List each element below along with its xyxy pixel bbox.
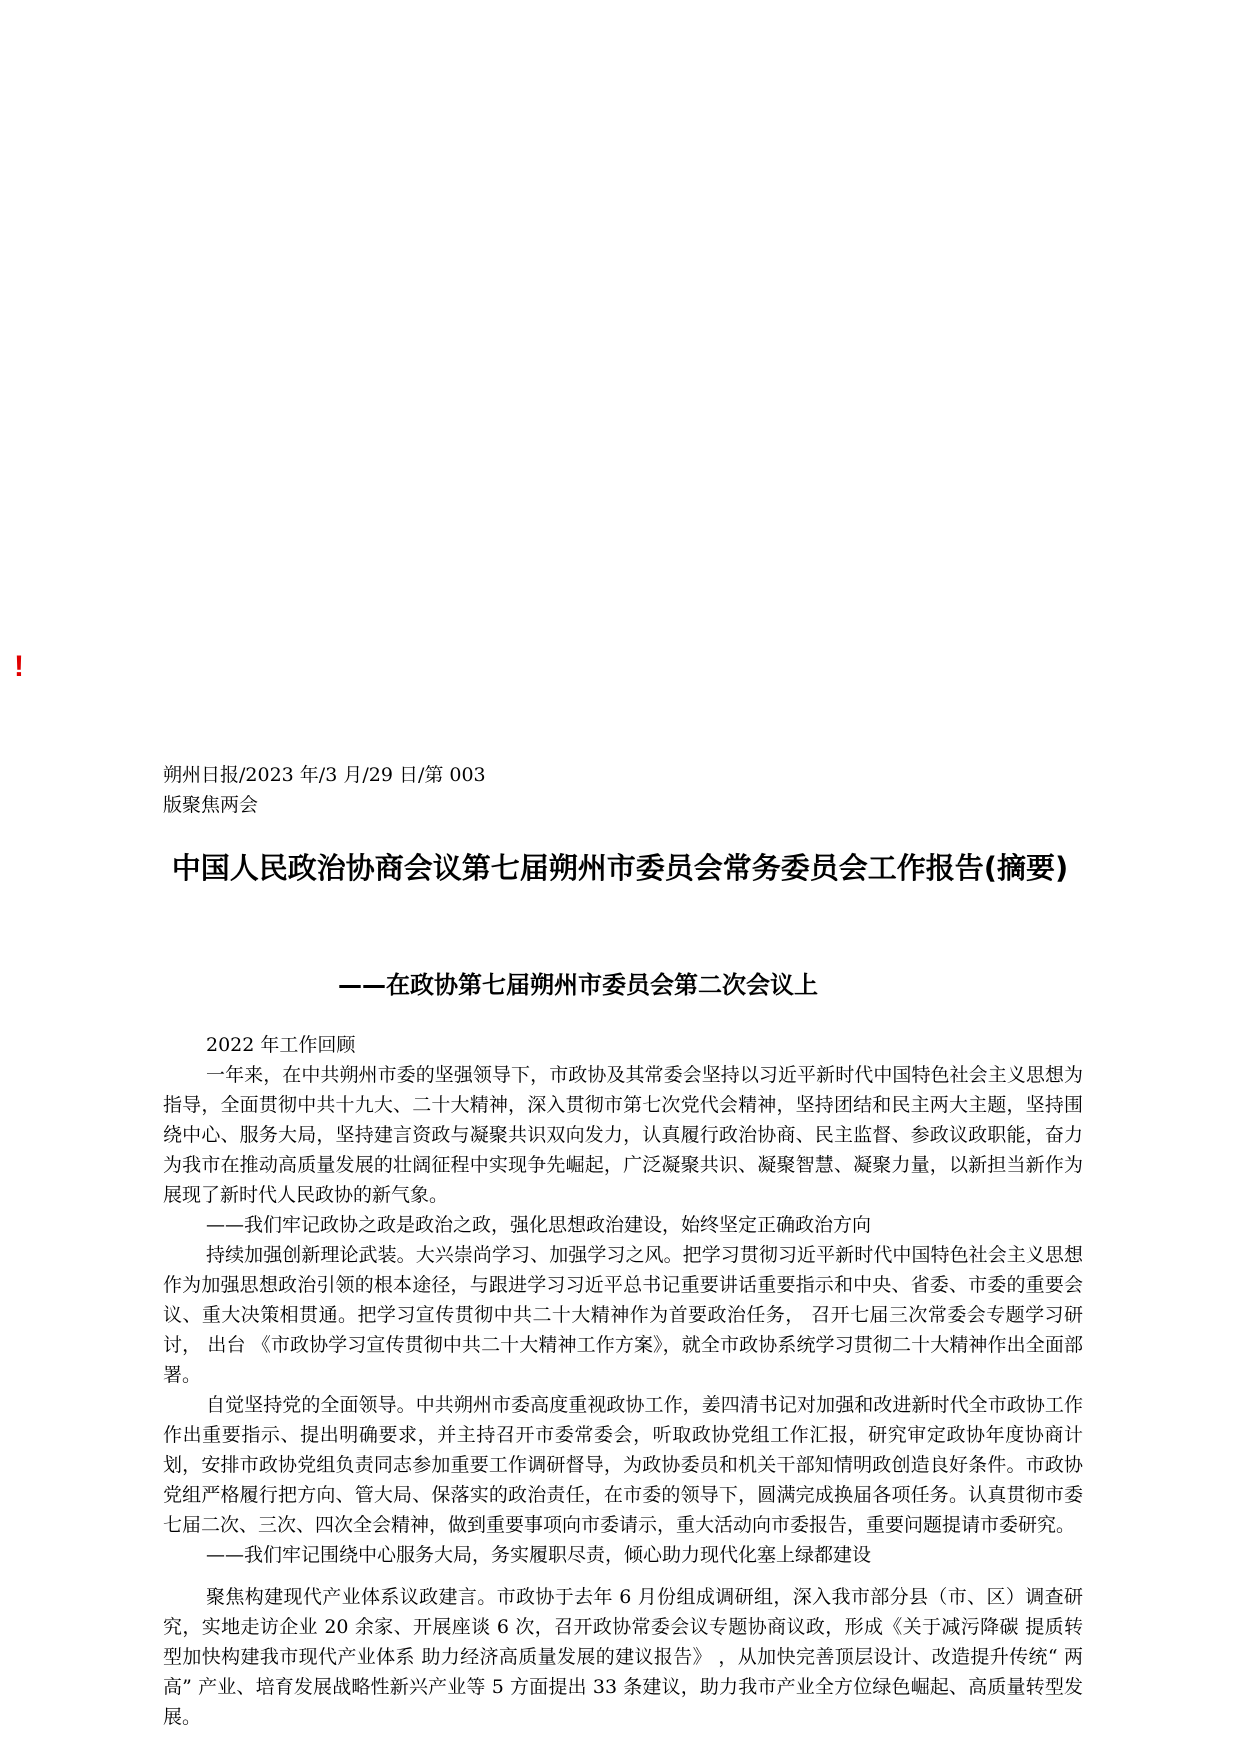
paragraph-industry-system: 聚焦构建现代产业体系议政建言。市政协于去年 6 月份组成调研组，深入我市部分县（市、区）调查研究，实地走访企业 20 余家、开展座谈 6 次，召开政协常委会议专题协商议政，形成《关于减污降碳 提质转型加快构建我市现代产业体系 助力经济高质量发展的建议报告》 ，从加快完善顶层设计、改造提升传统“ 两高” 产业、培育发展战略性新兴产业等 5 方面提出 33 条建议，助力我市产业全方位绿色崛起、高质量转型发展。 xyxy=(163,1586,1083,1728)
subheading-serve-center: ——我们牢记围绕中心服务大局，务实履职尽责，倾心助力现代化塞上绿都建设 xyxy=(206,1544,872,1566)
report-title: 中国人民政治协商会议第七届朔州市委员会常务委员会工作报告(摘要) xyxy=(171,851,1069,885)
report-body xyxy=(163,1030,1083,1732)
subheading-political-direction: ——我们牢记政协之政是政治之政，强化思想政治建设，始终坚定正确政治方向 xyxy=(206,1214,872,1236)
source-line-1: 朔州日报/2023 年/3 月/29 日/第 003 xyxy=(163,764,486,786)
section-heading-review: 2022 年工作回顾 xyxy=(206,1034,356,1056)
source-line-2: 版聚焦两会 xyxy=(163,794,259,816)
red-exclamation-mark: ! xyxy=(14,650,24,683)
paragraph-party-leadership: 自觉坚持党的全面领导。中共朔州市委高度重视政协工作，姜四清书记对加强和改进新时代全市政协工作作出重要指示、提出明确要求，并主持召开市委常委会，听取政协党组工作汇报，研究审定政协年度协商计划，安排市政协党组负责同志参加重要工作调研督导，为政协委员和机关干部知情明政创造良好条件。市政协党组严格履行把方向、管大局、保落实的政治责任，在市委的领导下，圆满完成换届各项任务。认真贯彻市委七届二次、三次、四次全会精神，做到重要事项向市委请示，重大活动向市委报告，重要问题提请市委研究。 xyxy=(163,1394,1083,1536)
report-subtitle: ——在政协第七届朔州市委员会第二次会议上 xyxy=(338,971,818,999)
paragraph-overview: 一年来，在中共朔州市委的坚强领导下，市政协及其常委会坚持以习近平新时代中国特色社会主义思想为指导，全面贯彻中共十九大、二十大精神，深入贯彻市第七次党代会精神，坚持团结和民主两大主题，坚持围绕中心、服务大局，坚持建言资政与凝聚共识双向发力，认真履行政治协商、民主监督、参政议政职能，奋力为我市在推动高质量发展的壮阔征程中实现争先崛起，广泛凝聚共识、凝聚智慧、凝聚力量，以新担当新作为展现了新时代人民政协的新气象。 xyxy=(163,1064,1083,1206)
paragraph-theory-study: 持续加强创新理论武装。大兴崇尚学习、加强学习之风。把学习贯彻习近平新时代中国特色社会主义思想作为加强思想政治引领的根本途径，与跟进学习习近平总书记重要讲话重要指示和中央、省委、市委的重要会议、重大决策相贯通。把学习宣传贯彻中共二十大精神作为首要政治任务， 召开七届三次常委会专题学习研讨， 出台 《市政协学习宣传贯彻中共二十大精神工作方案》，就全市政协系统学习贯彻二十大精神作出全面部署。 xyxy=(163,1244,1083,1386)
source-line xyxy=(163,760,486,820)
